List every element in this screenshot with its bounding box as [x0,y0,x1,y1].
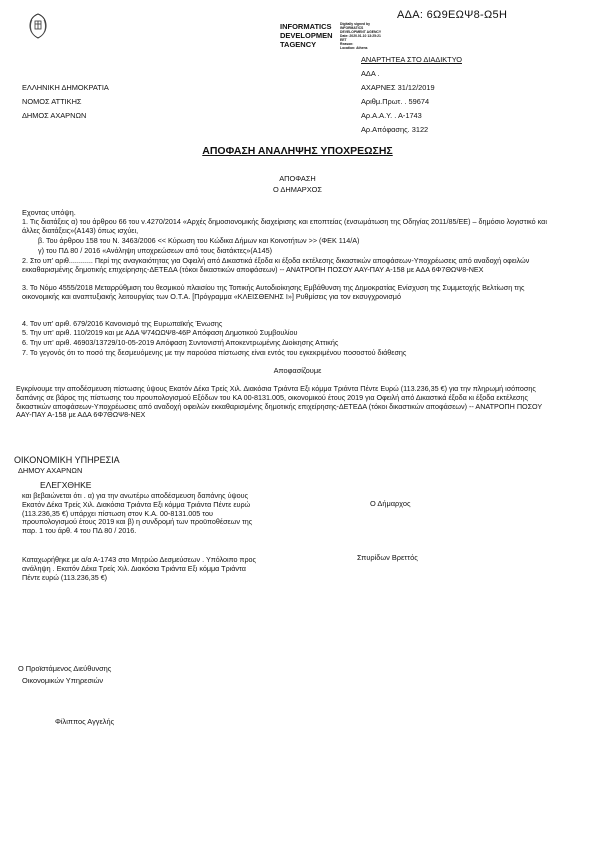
service-name: ΟΙΚΟΝΟΜΙΚΗ ΥΠΗΡΕΣΙΑ [14,455,120,465]
director-title-line1: Ο Προϊστάμενος Διεύθυνσης [18,664,112,673]
header-prefecture: ΝΟΜΟΣ ΑΤΤΙΚΗΣ [22,97,82,106]
certification-text: και βεβαιώνεται ότι . α) για την ανωτέρω αποδέσμευση δαπάνης ύψους Εκατόν Δέκα Τρείς Χιλ. Διακόσια Τριάντα Εξι κόμμα Τριάντα Πέντε ευρώ (113.236,35 €) υπάρχει πίστωση στον Κ.Α. 00-8131.005 του προυπολογισμού έτους 2019 και β) η συνδρομή των προϋποθέσεων της παρ. 1 του άρθ. 4 του ΠΔ 80 / 2016. [22,491,253,536]
date-field: ΑΧΑΡΝΕΣ 31/12/2019 [361,83,435,92]
protocol-number: Αριθμ.Πρωτ. . 59674 [361,97,430,106]
document-title: ΑΠΟΦΑΣΗ ΑΝΑΛΗΨΗΣ ΥΠΟΧΡΕΩΣΗΣ [202,145,393,157]
decision-number: Αρ.Απόφασης. 3122 [361,125,429,134]
item-7: 7. Το γεγονός ότι το ποσό της δεσμευόμενης με την παρούσα πίστωσης είναι εντός του εγκεκριμένου ποσοστού διάθεσης [22,348,407,357]
ida-signature-name: INFORMATICS DEVELOPMEN TAGENCY [280,22,333,49]
item-1b: β. Του άρθρου 158 του Ν. 3463/2006 << Κύρωση του Κώδικα Δήμων και Κοινοτήτων >> (ΦΕΚ 114/Α) [38,236,360,245]
header-municipality: ΔΗΜΟΣ ΑΧΑΡΝΩΝ [22,111,87,120]
header-republic: ΕΛΛΗΝΙΚΗ ΔΗΜΟΚΡΑΤΙΑ [22,83,109,92]
decision-heading: ΑΠΟΦΑΣΗ [279,174,316,183]
item-1c: γ) του ΠΔ 80 / 2016 «Ανάληψη υποχρεώσεων από τους διατάκτες»(Α145) [38,246,272,255]
aay-number: Αρ.Α.Α.Υ. . Α-1743 [361,111,422,120]
item-6: 6. Την υπ' αριθ. 46903/13729/10-05-2019 Απόφαση Συντονιστή Αποκεντρωμένης Διοίκησης Αττικής [22,338,339,347]
mayor-heading: Ο ΔΗΜΑΡΧΟΣ [273,185,322,194]
mayor-name: Σπυρίδων Βρεττός [357,553,418,562]
item-3: 3. Το Νόμο 4555/2018 Μεταρρύθμιση του θεσμικού πλαισίου της Τοπικής Αυτοδιοίκησης Εμβάθυνση της Δημοκρατίας Ενίσχυση της Συμμετοχής Βελτίωση της οικονομικής και αναπτυξιακής λειτουργίας των Ο.Τ.Α. [Πρόγραμμα «ΚΛΕΙΣΘΕΝΗΣ Ι»] Ρυθμίσεις για τον εκσυγχρονισμό [22,283,525,301]
ada-code: ΑΔΑ: 6Ω9ΕΩΨ8-Ω5Η [397,9,508,21]
ida-signature-details: Digitally signed by INFORMATICS DEVELOPMENT AGENCY Date: 2020.01.10 13:25:21 EET Reason: Location: Athens [340,22,382,50]
item-2: 2. Στο υπ' αριθ............ Περί της αναγκαιότητας για Οφειλή από Δικαστικά έξοδα κι έξοδα εκτέλεσης δικαστικών αποφάσεων-Υποχρέωσεις από αναδοχή οφειλών εκκαθαρισμένης δημοτικής επιχείρησης-ΔΕΤΕΔΑ (τόκοι δικαστικών αποφάσεων) -- ΑΝΑΤΡΟΠΗ ΠΟΣΟΥ ΑΑΥ-ΠΑΥ Α-158 με ΑΔΑ 6Φ7ΘΩΨ8-ΝΕΧ [22,256,530,274]
ada-field: ΑΔΑ . [361,69,380,78]
checked-label: ΕΛΕΓΧΘΗΚΕ [40,480,92,490]
decide-heading: Αποφασίζουμε [273,366,322,375]
considering-label: Εχοντας υπόψη. [22,208,76,217]
registration-text: Καταχωρήθηκε με α/α Α-1743 στο Μητρώο Δεσμεύσεων . Υπόλοιπο προς ανάληψη . Εκατόν Δέκα Τρείς Χιλ. Διακόσια Τριάντα Εξι κόμμα Τριάντα Πέντε ευρώ (113.236,35 €) [22,555,257,582]
decision-text: Εγκρίνουμε την αποδέσμευση πίστωσης ύψους Εκατόν Δέκα Τρείς Χιλ. Διακόσια Τριάντα Εξι κόμμα Τριάντα Πέντε Ευρώ (113.236,35 €) για την πληρωμή ισόποσης δαπάνης σε βάρος της πίστωσης του προυπολογισμού Εξόδων του ΚΑ 00-8131.005, οικονομικού έτους 2019 για Οφειλή από Δικαστικά έξοδα κι έξοδα εκτέλεσης δικαστικών αποφάσεων-Υποχρέωσεις από αναδοχή οφειλών εκκαθαρισμένης δημοτικής επιχείρησης-ΔΕΤΕΔΑ (τόκοι δικαστικών αποφάσεων) -- ΑΝΑΤΡΟΠΗ ΠΟΣΟΥ ΑΑΥ-ΠΑΥ Α-158 με ΑΔΑ 6Φ7ΘΩΨ8-ΝΕΧ [16,384,543,420]
item-5: 5. Την υπ' αριθ. 110/2019 και με ΑΔΑ Ψ74ΩΩΨ8-46Ρ Απόφαση Δημοτικού Συμβουλίου [22,328,298,337]
hellenic-emblem-icon [26,12,50,40]
posted-online-label: ΑΝΑΡΤΗΤΕΑ ΣΤΟ ΔΙΑΔΙΚΤΥΟ [361,55,462,64]
item-4: 4. Τον υπ' αριθ. 679/2016 Κανονισμό της Ευρωπαϊκής Ένωσης [22,319,223,328]
director-name: Φίλιππος Αγγελής [55,717,115,726]
director-title-line2: Οικονομικών Υπηρεσιών [22,676,104,685]
service-municipality: ΔΗΜΟΥ ΑΧΑΡΝΩΝ [18,466,83,475]
mayor-signature-title: Ο Δήμαρχος [370,499,411,508]
item-1a: 1. Τις διατάξεις α) του άρθρου 66 του ν.4270/2014 «Αρχές δημοσιονομικής διαχείρισης και εποπτείας (ενσωμάτωση της Οδηγίας 2011/85/ΕΕ) – δημόσιο λογιστικό και άλλες διατάξεις»(Α143) όπως ισχύει, [22,217,547,235]
